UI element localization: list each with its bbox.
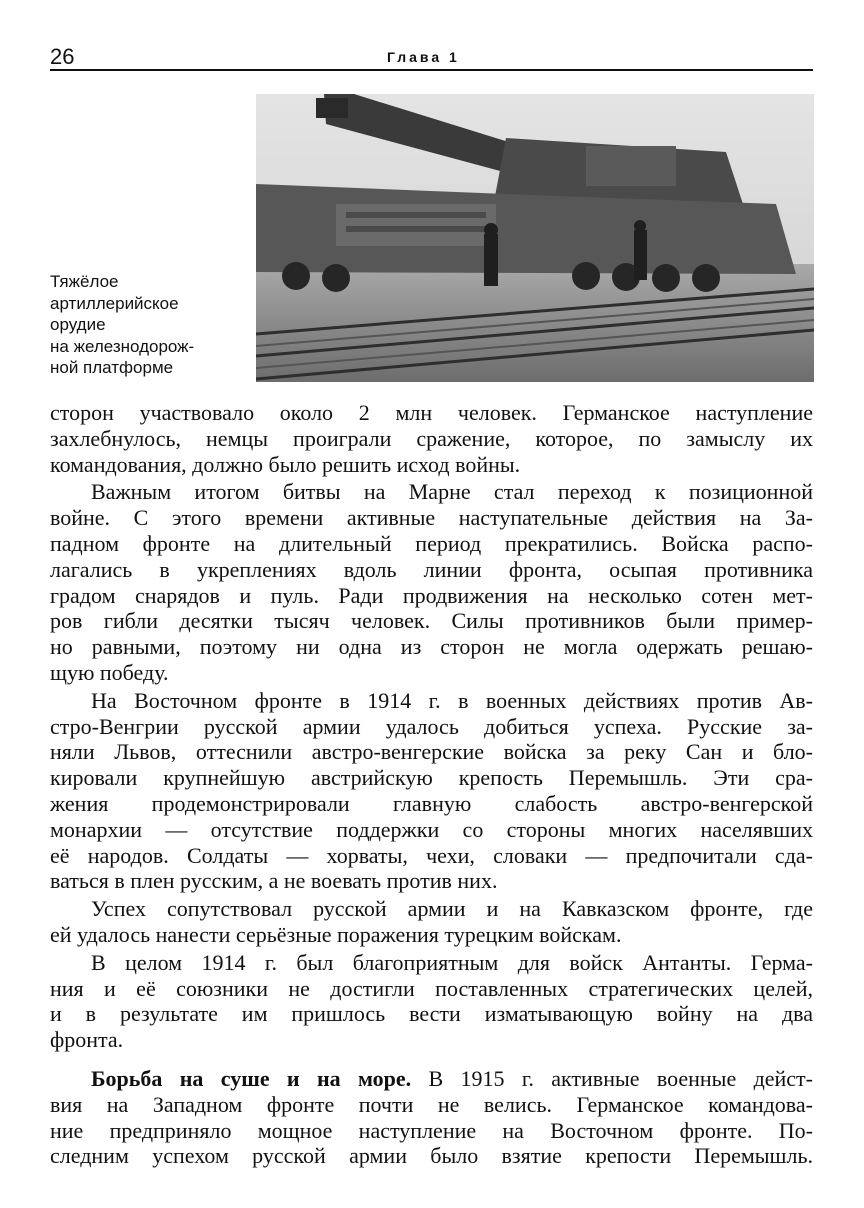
page-header xyxy=(50,44,813,72)
text-line: фронта. xyxy=(50,1027,124,1053)
text-line: падном фронте на длительный период прекратились. Войска распо- xyxy=(50,530,813,556)
paragraph xyxy=(50,479,813,685)
text-line: вия на Западном фронте почти не велись. Германское командова- xyxy=(50,1091,813,1117)
text-line: жения продемонстрировали главную слабость австро-венгерской xyxy=(50,790,813,816)
paragraph xyxy=(50,688,813,894)
text-line: В целом 1914 г. был благоприятным для войск Антанты. Герма- xyxy=(91,949,813,975)
caption-line: на железнодорож- xyxy=(50,336,195,356)
caption-line: ной платформе xyxy=(50,358,174,377)
caption-line: орудие xyxy=(50,315,106,334)
section-paragraph xyxy=(50,1066,813,1169)
text-line: ния и её союзники не достигли поставленных стратегических целей, xyxy=(50,975,813,1001)
text-line: градом снарядов и пуль. Ради продвижения на несколько сотен мет- xyxy=(50,582,813,608)
text-line: ров гибли десятки тысяч человек. Силы противников были пример- xyxy=(50,608,813,634)
section-heading: Борьба на суше и на море. xyxy=(91,1065,412,1091)
paragraph xyxy=(50,400,813,477)
text-line: щую победу. xyxy=(50,659,169,685)
text-line: сторон участвовало около 2 млн человек. Германское наступление xyxy=(50,400,813,425)
paragraph xyxy=(50,950,813,1053)
text-line: ние предприняло мощное наступление на Восточном фронте. По- xyxy=(50,1117,813,1143)
text-line: На Восточном фронте в 1914 г. в военных действиях против Ав- xyxy=(91,687,813,713)
text-line: её народов. Солдаты — хорваты, чехи, словаки — предпочитали сда- xyxy=(50,842,813,868)
text-line: захлебнулось, немцы проиграли сражение, которое, по замыслу их xyxy=(50,425,813,451)
text-line: войне. С этого времени активные наступательные действия на За- xyxy=(50,505,813,531)
chapter-title: Глава 1 xyxy=(387,49,460,65)
text-line: ваться в плен русским, а не воевать против них. xyxy=(50,868,498,894)
section-first-line: В 1915 г. активные военные дейст- xyxy=(411,1065,813,1091)
body-text xyxy=(50,400,813,1171)
railway-artillery-photo xyxy=(256,94,814,382)
text-line: няли Львов, оттеснили австро-венгерские войска за реку Сан и бло- xyxy=(50,739,813,765)
caption-line: артиллерийское xyxy=(50,293,179,313)
paragraph xyxy=(50,896,813,948)
text-line: и в результате им пришлось вести изматывающую войну на два xyxy=(50,1001,813,1027)
text-line xyxy=(50,1066,813,1092)
page-number: 26 xyxy=(50,44,75,69)
header-rule xyxy=(50,69,813,71)
text-line: ей удалось нанести серьёзные поражения турецким войскам. xyxy=(50,921,622,947)
text-line: следним успехом русской армии было взятие крепости Перемышль. xyxy=(50,1143,813,1169)
text-line: стро-Венгрии русской армии удалось добиться успеха. Русские за- xyxy=(50,713,813,739)
caption-line: Тяжёлое xyxy=(50,272,119,291)
figure-caption xyxy=(50,271,260,379)
text-line: но равными, поэтому ни одна из сторон не могла одержать решаю- xyxy=(50,634,813,660)
text-line: монархии — отсутствие поддержки со стороны многих населявших xyxy=(50,816,813,842)
text-line: лагались в укреплениях вдоль линии фронта, осыпая противника xyxy=(50,556,813,582)
text-line: кировали крупнейшую австрийскую крепость Перемышль. Эти сра- xyxy=(50,765,813,791)
text-line: Успех сопутствовал русской армии и на Кавказском фронте, где xyxy=(91,896,813,922)
text-line: командования, должно было решить исход войны. xyxy=(50,451,521,477)
text-line: Важным итогом битвы на Марне стал переход к позиционной xyxy=(91,479,813,505)
